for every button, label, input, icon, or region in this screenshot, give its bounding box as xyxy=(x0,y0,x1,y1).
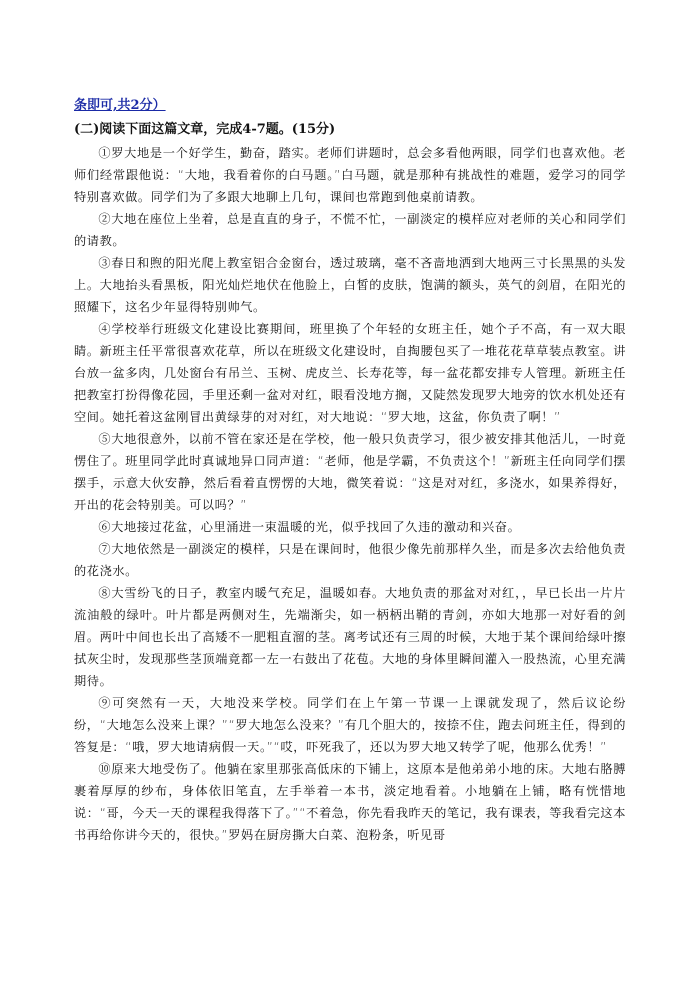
paragraph-1: ①罗大地是一个好学生，勤奋，踏实。老师们讲题时，总会多看他两眼，同学们也喜欢他。老师们经常跟他说：“大地，我看着你的白马题。”白马题，就是那种有挑战性的难题，爱学习的同学特别喜欢做。同学们为了多跟大地聊上几句，课间也常跑到他桌前请教。 xyxy=(74,146,626,204)
paragraph-7: ⑦大地依然是一副淡定的模样，只是在课间时，他很少像先前那样久坐，而是多次去给他负责的花浇水。 xyxy=(74,542,626,578)
paragraph-5: ⑤大地很意外，以前不管在家还是在学校，他一般只负责学习，很少被安排其他活儿，一时竟愣住了。班里同学此时真诚地异口同声道：“老师，他是学霸，不负责这个！”新班主任向同学们摆摆手，示意大伙安静，然后看着直愣愣的大地，微笑着说：“这是对对红，多浇水，如果养得好，开出的花会特别美。可以吗？” xyxy=(74,432,626,512)
paragraph-3: ③春日和煦的阳光爬上教室铝合金窗台，透过玻璃，毫不吝啬地洒到大地两三寸长黑黑的头发上。大地抬头看黑板，阳光灿烂地伏在他脸上，白皙的皮肤，饱满的额头，英气的剑眉，在阳光的照耀下，这名少年显得特别帅气。 xyxy=(74,256,626,314)
article-body xyxy=(74,142,626,846)
paragraph-2: ②大地在座位上坐着，总是直直的身子，不慌不忙，一副淡定的模样应对老师的关心和同学们的请教。 xyxy=(74,212,626,248)
paragraph-6: ⑥大地接过花盆，心里涌进一束温暖的光，似乎找回了久违的激动和兴奋。 xyxy=(98,520,521,534)
document-page xyxy=(74,96,626,846)
paragraph-9: ⑨可突然有一天，大地没来学校。同学们在上午第一节课一上课就发现了，然后议论纷纷，“大地怎么没来上课？”“罗大地怎么没来？”有几个胆大的，按捺不住，跑去问班主任，得到的答复是：“哦，罗大地请病假一天。”“哎，吓死我了，还以为罗大地又转学了呢，他那么优秀！” xyxy=(74,696,626,754)
previous-answer-note[interactable]: 条即可,共2分） xyxy=(74,98,166,113)
paragraph-4: ④学校举行班级文化建设比赛期间，班里换了个年轻的女班主任，她个子不高，有一双大眼睛。新班主任平常很喜欢花草，所以在班级文化建设时，自掏腰包买了一堆花花草草装点教室。讲台放一盆多肉，几处窗台有吊兰、玉树、虎皮兰、长寿花等，每一盆花都安排专人管理。新班主任把教室打扮得像花园，手里还剩一盆对对红，眼看没地方搁，又陡然发现罗大地旁的饮水机处还有空间。她托着这盆刚冒出黄绿芽的对对红，对大地说：“罗大地，这盆，你负责了啊！” xyxy=(74,322,626,424)
paragraph-10: ⑩原来大地受伤了。他躺在家里那张高低床的下铺上，这原本是他弟弟小地的床。大地右胳膊裹着厚厚的纱布，身体依旧笔直，左手举着一本书，淡定地看着。小地躺在上铺，略有恍惜地说：“哥，今天一天的课程我得落下了。”“不着急，你先看我昨天的笔记，我有课表，等我看完这本书再给你讲今天的，很快。”罗妈在厨房撕大白菜、泡粉条，听见哥 xyxy=(74,762,626,842)
paragraph-8: ⑧大雪纷飞的日子，教室内暖气充足，温暖如春。大地负责的那盆对对红，，早已长出一片片流油般的绿叶。叶片都是两侧对生，先端渐尖，如一柄柄出鞘的青剑，亦如大地那一对好看的剑眉。两叶中间也长出了高矮不一肥粗直溜的茎。离考试还有三周的时候，大地于某个课间给绿叶擦拭灰尘时，发现那些茎顶端竟都一左一右鼓出了花苞。大地的身体里瞬间灌入一股热流，心里充满期待。 xyxy=(74,586,626,688)
section-title: (二)阅读下面这篇文章，完成4-7题。(15分) xyxy=(74,122,336,137)
